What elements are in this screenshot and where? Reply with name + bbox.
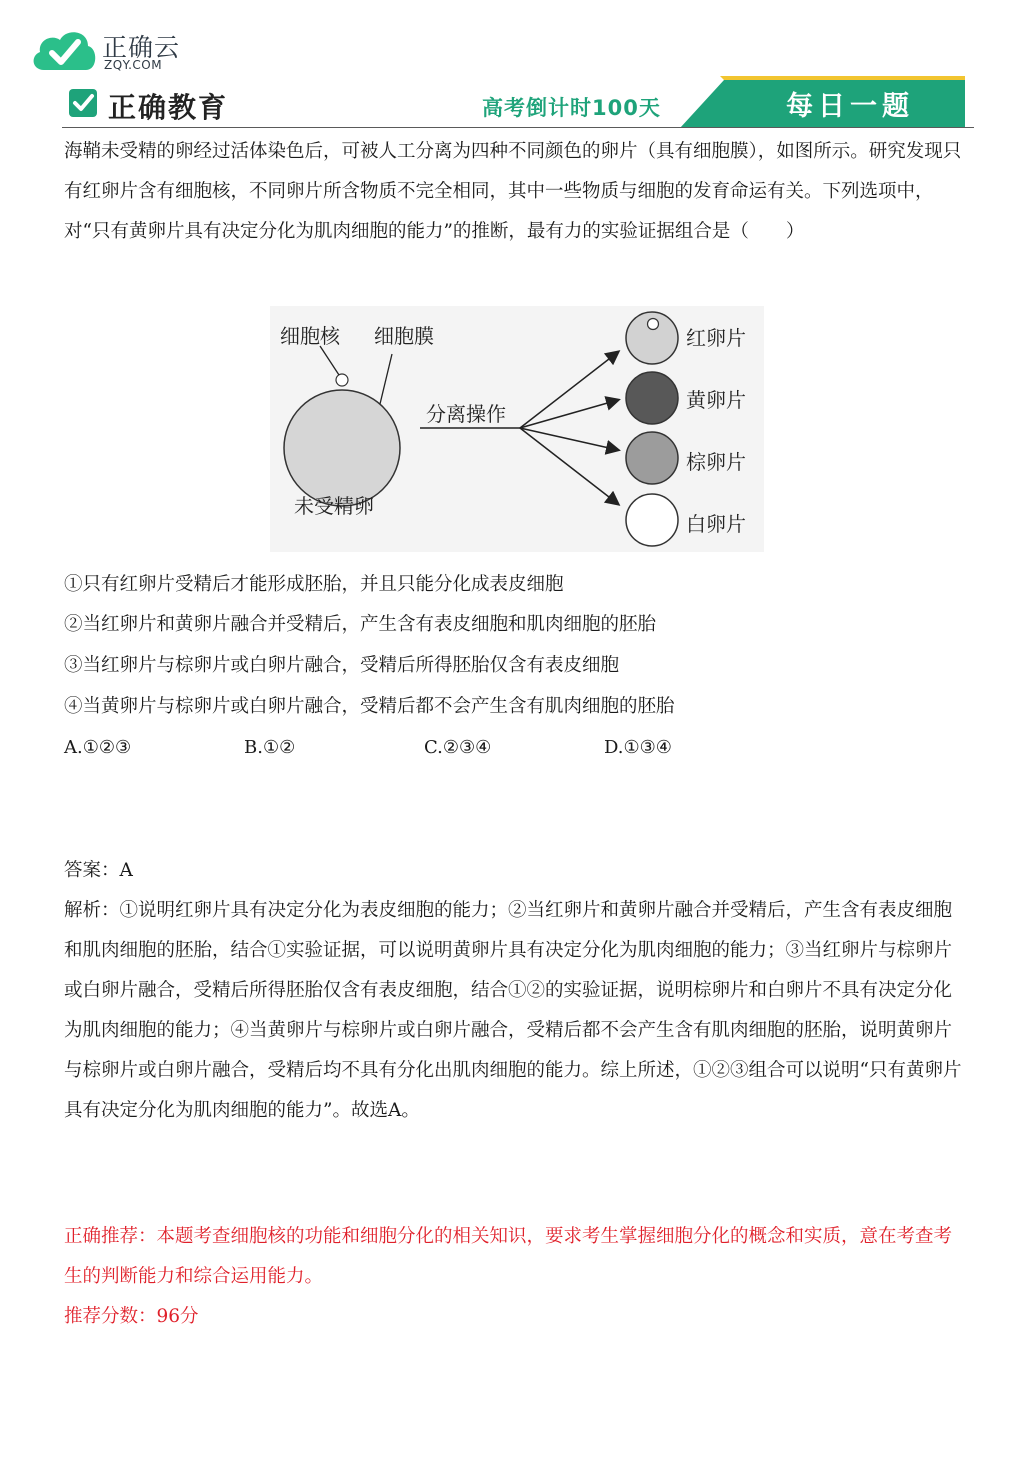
statement-4: ④当黄卵片与棕卵片或白卵片融合，受精后都不会产生含有肌肉细胞的胚胎 — [64, 696, 675, 717]
statement-3: ③当红卵片与棕卵片或白卵片融合，受精后所得胚胎仅含有表皮细胞 — [64, 655, 620, 676]
recommended-score: 推荐分数：96分 — [64, 1306, 199, 1327]
choice-d: D.①③④ — [604, 737, 672, 758]
analysis: 解析：①说明红卵片具有决定分化为表皮细胞的能力；②当红卵片和黄卵片融合并受精后，产生含有表皮细胞和肌肉细胞的胚胎，结合①实验证据，可以说明黄卵片具有决定分化为肌肉细胞的能力；③当红卵片与棕卵片或白卵片融合，受精后所得胚胎仅含有表皮细胞，结合①②的实验证据，说明棕卵片和白卵片不具有决定分化为肌肉细胞的能力；④当黄卵片与棕卵片或白卵片融合，受精后都不会产生含有肌肉细胞的胚胎，说明黄卵片与棕卵片或白卵片融合，受精后均不具有分化出肌肉细胞的能力。综上所述，①②③组合可以说明“只有黄卵片具有决定分化为肌肉细胞的能力”。故选A。 — [64, 900, 962, 1121]
white-piece-label: 白卵片 — [686, 512, 746, 536]
unfertilized-label: 未受精卵 — [294, 494, 374, 518]
header-divider — [62, 127, 974, 128]
statement-1: ①只有红卵片受精后才能形成胚胎，并且只能分化成表皮细胞 — [64, 574, 564, 595]
recommendation: 正确推荐：本题考查细胞核的功能和细胞分化的相关知识，要求考生掌握细胞分化的概念和实质，意在考查考生的判断能力和综合运用能力。 — [64, 1226, 953, 1287]
brand-name: 正确教育 — [108, 91, 229, 124]
yellow-piece-label: 黄卵片 — [686, 388, 746, 412]
brown-piece — [626, 432, 678, 484]
brown-piece-label: 棕卵片 — [686, 450, 746, 474]
red-piece-label: 红卵片 — [686, 326, 746, 350]
logo-text: 正确云 — [102, 33, 181, 62]
checkbox-icon — [68, 88, 98, 118]
brand — [68, 86, 268, 126]
statement-2: ②当红卵片和黄卵片融合并受精后，产生含有表皮细胞和肌肉细胞的胚胎 — [64, 614, 657, 635]
red-piece-nucleus — [648, 319, 659, 330]
zqy-logo — [28, 18, 208, 78]
banner-title: 每日一题 — [786, 91, 914, 122]
operation-label: 分离操作 — [426, 402, 506, 426]
countdown-text: 高考倒计时100天 — [482, 96, 661, 120]
egg-nucleus — [336, 374, 348, 386]
egg-separation-figure — [270, 306, 764, 552]
yellow-piece — [626, 372, 678, 424]
choice-b: B.①② — [244, 737, 296, 758]
cloud-check-logo-icon — [28, 22, 100, 74]
membrane-label: 细胞膜 — [374, 324, 434, 348]
choice-c: C.②③④ — [424, 737, 492, 758]
logo-domain: ZQY.COM — [104, 58, 163, 72]
white-piece — [626, 494, 678, 546]
question-stem: 海鞘未受精的卵经过活体染色后，可被人工分离为四种不同颜色的卵片（具有细胞膜），如图所示。研究发现只有红卵片含有细胞核，不同卵片所含物质不完全相同，其中一些物质与细胞的发育命运有关。下列选项中，对“只有黄卵片具有决定分化为肌肉细胞的能力”的推断，最有力的实验证据组合是（ ） — [64, 141, 962, 242]
choice-a: A.①②③ — [64, 737, 132, 758]
nucleus-label: 细胞核 — [280, 324, 340, 348]
unfertilized-egg — [284, 390, 400, 506]
answer: 答案：A — [64, 860, 133, 881]
